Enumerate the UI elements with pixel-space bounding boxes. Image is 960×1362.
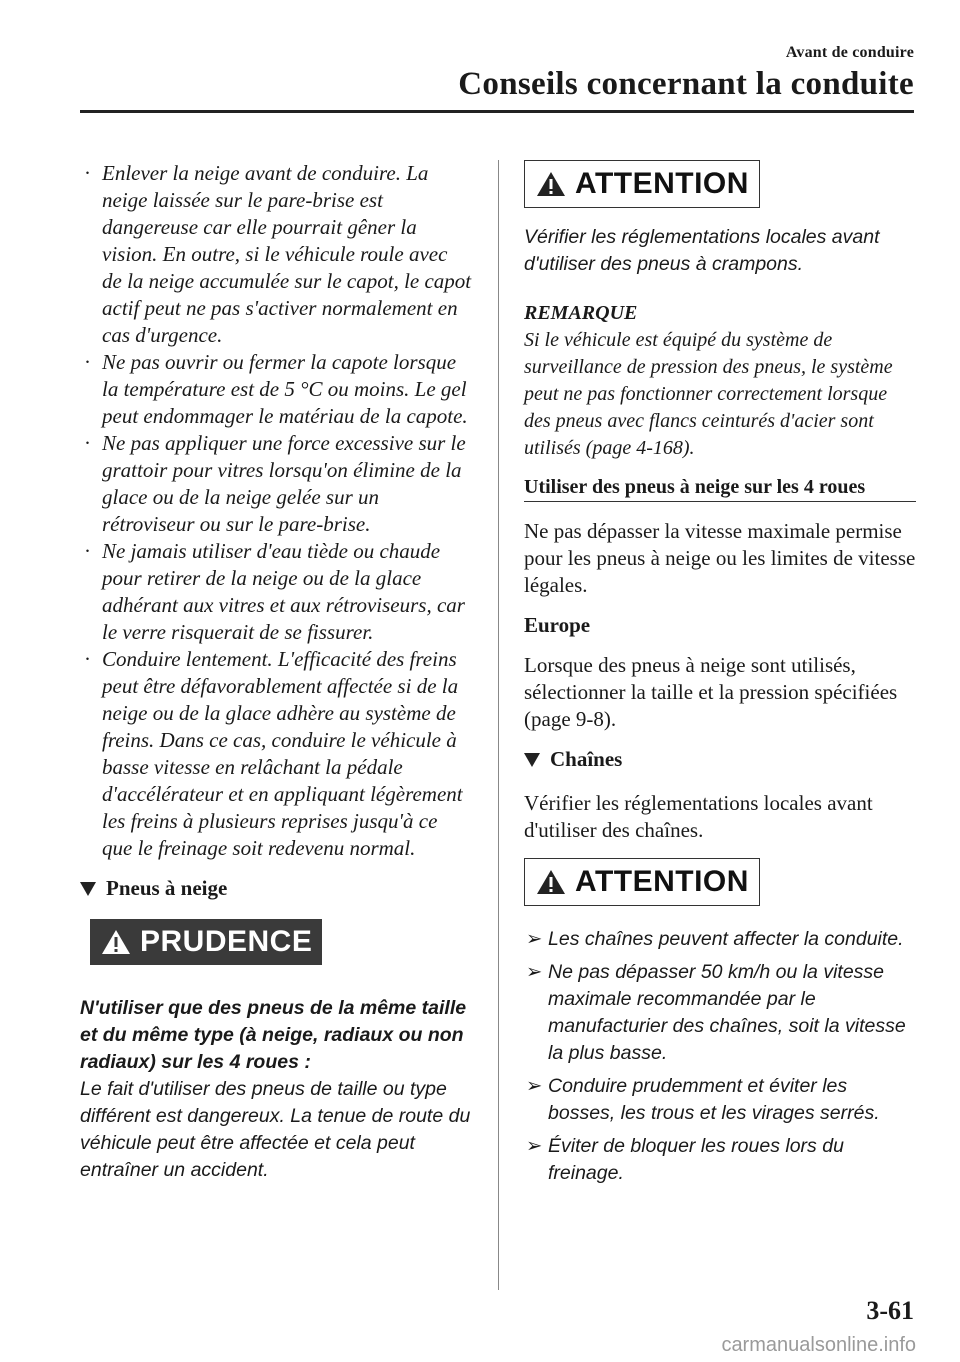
list-item-text: Les chaînes peuvent affecter la conduite.: [548, 928, 904, 950]
precautions-list: [80, 160, 472, 862]
list-item: · Ne pas appliquer une force excessive sur le grattoir pour vitres lorsqu'on élimine de la glace ou de la neige gelée sur un rétroviseur ou sur le pare-brise.: [84, 431, 466, 536]
list-item: · Ne jamais utiliser d'eau tiède ou chaude pour retirer de la neige ou de la glace adhérant aux vitres et aux rétroviseurs, car le verre risquerait de se fissurer.: [84, 539, 465, 644]
header-rule: [80, 110, 914, 113]
left-column: [80, 160, 472, 1184]
chains-text: Vérifier les réglementations locales avant d'utiliser des chaînes.: [524, 791, 873, 842]
list-item: ➢ Éviter de bloquer les roues lors du freinage.: [526, 1135, 844, 1184]
list-item: · Enlever la neige avant de conduire. La neige laissée sur le pare-brise est dangereuse car elle pourrait gêner la vision. En outre, si le véhicule roule avec de la neige accumulée sur le capot, le capot actif peut ne pas s'activer normalement en cas d'urgence.: [84, 161, 472, 347]
attention-banner: [524, 858, 760, 906]
four-wheels-heading: Utiliser des pneus à neige sur les 4 roues: [524, 476, 916, 502]
page-number: 3-61: [866, 1296, 914, 1325]
caution-text: Le fait d'utiliser des pneus de taille ou type différent est dangereux. La tenue de route du véhicule peut être affectée et cela peut entraîner un accident.: [80, 1078, 471, 1181]
list-item-text: Ne jamais utiliser d'eau tiède ou chaude pour retirer de la neige ou de la glace adhérant aux vitres et aux rétroviseurs, car le verre risquerait de se fissurer.: [102, 539, 465, 644]
triangle-down-icon: [80, 882, 96, 896]
list-item: · Ne pas ouvrir ou fermer la capote lorsque la température est de 5 °C ou moins. Le gel peut endommager le matériau de la capote.: [84, 350, 468, 428]
chains-heading-text: Chaînes: [550, 747, 623, 771]
snow-tires-heading-text: Pneus à neige: [106, 876, 228, 900]
column-divider: [498, 160, 499, 1290]
europe-text: Lorsque des pneus à neige sont utilisés, sélectionner la taille et la pression spécifiées (page 9-8).: [524, 653, 898, 731]
right-column: [524, 160, 916, 1193]
list-item: · Conduire lentement. L'efficacité des freins peut être défavorablement affectée si de la neige ou de la glace adhère au système de freins. Dans ce cas, conduire le véhicule à basse vitesse en relâchant la pédale d'accélérateur et en appliquant légèrement les freins à plusieurs reprises jusqu'à ce que le freinage soit redevenu normal.: [84, 647, 463, 860]
caution-label: PRUDENCE: [140, 925, 313, 958]
list-item-text: Ne pas dépasser 50 km/h ou la vitesse maximale recommandée par le manufacturier des chaînes, soit la vitesse la plus basse.: [548, 961, 906, 1064]
caution-banner: [90, 919, 322, 965]
chapter-title: Conseils concernant la conduite: [458, 66, 914, 102]
list-item-text: Éviter de bloquer les roues lors du freinage.: [548, 1135, 844, 1184]
attention-banner: [524, 160, 760, 208]
list-item-text: Conduire prudemment et éviter les bosses, les trous et les virages serrés.: [548, 1075, 880, 1124]
watermark: carmanualsonline.info: [721, 1334, 916, 1356]
warning-triangle-icon: [535, 868, 567, 896]
warning-triangle-icon: [535, 170, 567, 198]
caution-bold-text: N'utiliser que des pneus de la même taille et du même type (à neige, radiaux ou non radiaux) sur les 4 roues :: [80, 997, 467, 1073]
page-header: [458, 44, 914, 103]
list-item: ➢ Ne pas dépasser 50 km/h ou la vitesse maximale recommandée par le manufacturier des chaînes, soit la vitesse la plus basse.: [526, 961, 906, 1064]
four-wheels-text: Ne pas dépasser la vitesse maximale permise pour les pneus à neige ou les limites de vitesse légales.: [524, 519, 916, 597]
list-item: ➢ Conduire prudemment et éviter les bosses, les trous et les virages serrés.: [526, 1075, 880, 1124]
snow-tires-heading: [80, 876, 472, 901]
remark-block: [524, 300, 916, 462]
remark-text: Si le véhicule est équipé du système de surveillance de pression des pneus, le système peut ne pas fonctionner correctement lorsque des pneus avec flancs ceinturés d'acier sont utilisés (page 4-168).: [524, 329, 893, 459]
list-item-text: Ne pas appliquer une force excessive sur le grattoir pour vitres lorsqu'on élimine de la glace ou de la neige gelée sur un rétroviseur ou sur le pare-brise.: [102, 431, 466, 536]
triangle-down-icon: [524, 753, 540, 767]
section-title: Avant de conduire: [785, 44, 914, 61]
chains-attention-list: [524, 926, 916, 1187]
list-item-text: Ne pas ouvrir ou fermer la capote lorsque la température est de 5 °C ou moins. Le gel peut endommager le matériau de la capote.: [102, 350, 468, 428]
caution-body: [80, 995, 472, 1184]
attention-label: ATTENTION: [575, 167, 749, 200]
chains-heading: [524, 747, 916, 772]
remark-title: REMARQUE: [524, 302, 638, 324]
warning-triangle-icon: [100, 928, 132, 956]
europe-label: Europe: [524, 613, 591, 637]
attention-label: ATTENTION: [575, 865, 749, 898]
list-item-text: Conduire lentement. L'efficacité des freins peut être défavorablement affectée si de la neige ou de la glace adhère au système de freins. Dans ce cas, conduire le véhicule à basse vitesse en relâchant la pédale d'accélérateur et en appliquant légèrement les freins à plusieurs reprises jusqu'à ce que le freinage soit redevenu normal.: [102, 647, 463, 860]
attention-text: Vérifier les réglementations locales avant d'utiliser des pneus à crampons.: [524, 226, 880, 275]
list-item: ➢ Les chaînes peuvent affecter la conduite.: [526, 928, 904, 950]
list-item-text: Enlever la neige avant de conduire. La neige laissée sur le pare-brise est dangereuse car elle pourrait gêner la vision. En outre, si le véhicule roule avec de la neige accumulée sur le capot, le capot actif peut ne pas s'activer normalement en cas d'urgence.: [102, 161, 472, 347]
